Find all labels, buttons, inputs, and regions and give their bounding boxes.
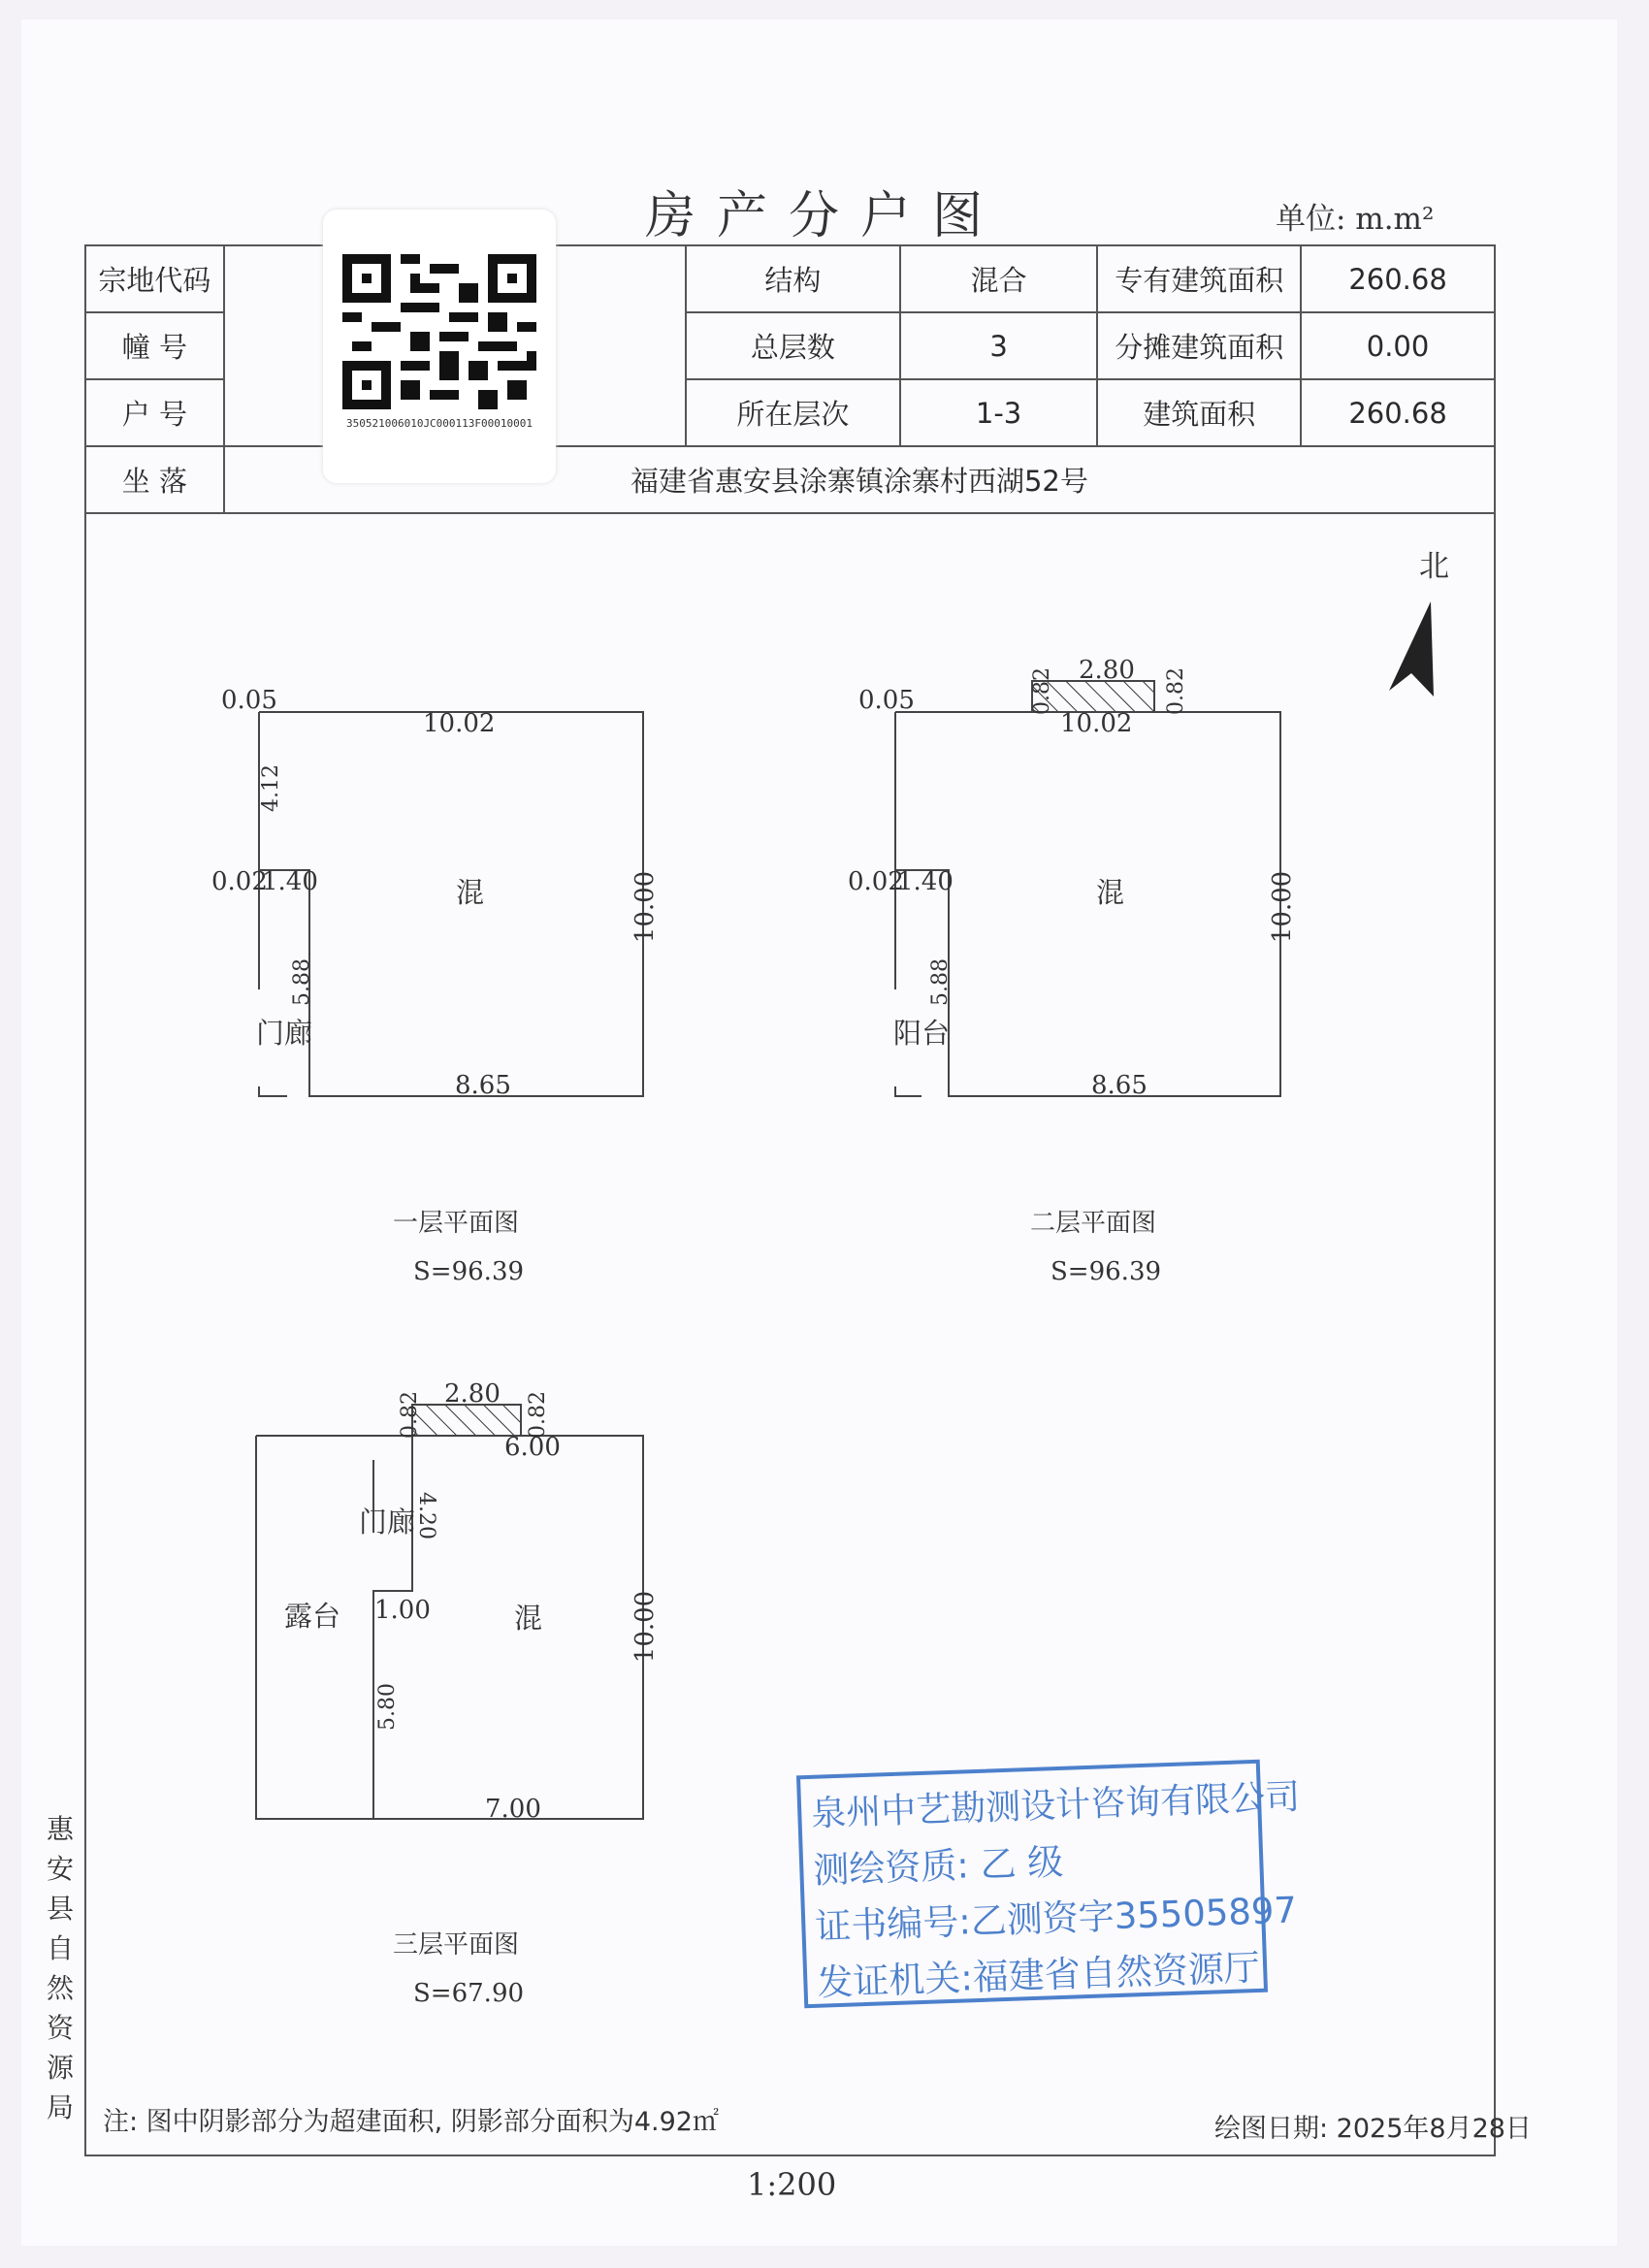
floor3-dim-inner-upper: 4.20 — [413, 1492, 438, 1539]
private-area-value: 260.68 — [1301, 245, 1495, 312]
floor2-hatch-left: 0.82 — [1029, 667, 1054, 715]
floor2-dim-left-lower: 5.88 — [927, 958, 953, 1006]
stamp-certificate: 证书编号:乙测资字35505897 — [814, 1889, 1298, 1948]
floor3-inner-wall — [373, 1436, 412, 1819]
parcel-code-label: 宗地代码 — [85, 245, 224, 312]
floor1-outline — [259, 712, 643, 1096]
floor3-hatch — [412, 1405, 521, 1436]
floor3-dim-right: 10.00 — [630, 1590, 661, 1664]
side-char: 资 — [46, 2012, 74, 2044]
side-char: 县 — [46, 1893, 74, 1925]
floor3-name: 三层平面图 — [393, 1930, 520, 1960]
floor2-corner-top: 0.05 — [858, 686, 915, 715]
floor3-hatch-width: 2.80 — [444, 1379, 501, 1409]
floor3-dim-inner-lower: 5.80 — [374, 1683, 400, 1731]
floor2-area: S=96.39 — [1051, 1257, 1162, 1286]
side-char: 惠 — [46, 1813, 74, 1845]
side-char: 自 — [46, 1932, 74, 1964]
floor3-dim-top: 6.00 — [504, 1433, 561, 1462]
floor2-hatch-right: 0.82 — [1163, 667, 1188, 715]
floors-value: 3 — [900, 312, 1098, 379]
floor1-dim-left-upper: 4.12 — [258, 764, 283, 812]
drawing-date: 绘图日期: 2025年8月28日 — [1214, 2114, 1532, 2144]
floor1-material: 混 — [456, 876, 485, 909]
floors-label: 总层数 — [686, 312, 900, 379]
floor3-material: 混 — [514, 1602, 543, 1635]
total-area-value: 260.68 — [1301, 379, 1495, 446]
floor1-dim-top: 10.02 — [423, 709, 496, 738]
floor-range-value: 1-3 — [900, 379, 1098, 446]
floor3-area: S=67.90 — [413, 1979, 525, 2008]
scale-label: 1:200 — [747, 2166, 837, 2203]
floor2-material: 混 — [1096, 876, 1125, 909]
floor1-dim-step: 1.40 — [262, 867, 318, 896]
north-arrow-icon — [1389, 601, 1434, 697]
floor1-corner-top: 0.05 — [221, 686, 277, 715]
shared-area-label: 分摊建筑面积 — [1097, 312, 1301, 379]
unit-label: 单位: m.m² — [1276, 202, 1435, 237]
surveyor-stamp — [796, 1760, 1301, 2009]
footer-note: 注: 图中阴影部分为超建面积, 阴影部分面积为4.92㎡ — [103, 2107, 719, 2137]
floor1-dim-bottom: 8.65 — [455, 1071, 511, 1100]
stamp-issuer: 发证机关:福建省自然资源厅 — [816, 1946, 1261, 2004]
floor3-dim-step: 1.00 — [374, 1596, 431, 1625]
floor2-dim-right: 10.00 — [1268, 870, 1298, 944]
structure-label: 结构 — [686, 245, 900, 312]
floor1-dim-right: 10.00 — [630, 870, 661, 944]
unit-no-label: 户 号 — [85, 379, 224, 446]
side-authority-label — [44, 1809, 77, 2127]
stamp-company: 泉州中艺勘测设计咨询有限公司 — [810, 1777, 1301, 1834]
floor3-terrace-label: 露台 — [284, 1600, 341, 1633]
location-label: 坐 落 — [85, 446, 224, 513]
floor1-name: 一层平面图 — [393, 1209, 520, 1238]
north-label: 北 — [1419, 549, 1449, 584]
floor2-dim-bottom: 8.65 — [1091, 1071, 1148, 1100]
floor1-corner-mid: 0.02 — [211, 867, 268, 896]
floor2-balcony-line — [895, 870, 922, 1096]
building-label: 幢 号 — [85, 312, 224, 379]
location-value: 福建省惠安县涂寨镇涂寨村西湖52号 — [224, 446, 1495, 513]
floor2-hatch-width: 2.80 — [1079, 656, 1135, 685]
floor-range-label: 所在层次 — [686, 379, 900, 446]
side-char: 局 — [46, 2091, 74, 2123]
floor2-outline — [895, 712, 1280, 1096]
floor3-dim-bottom: 7.00 — [485, 1795, 541, 1824]
floor1-dim-left-lower: 5.88 — [289, 958, 314, 1006]
side-char: 安 — [46, 1853, 74, 1885]
document-title: 房产分户图 — [644, 187, 1004, 245]
floor3-hatch-left: 0.82 — [397, 1391, 422, 1439]
floor2-balcony-label: 阳台 — [893, 1017, 951, 1050]
floor2-dim-top: 10.02 — [1060, 709, 1133, 738]
shared-area-value: 0.00 — [1301, 312, 1495, 379]
structure-value: 混合 — [900, 245, 1098, 312]
floor2-name: 二层平面图 — [1030, 1209, 1157, 1238]
floor2-corner-mid: 0.02 — [848, 867, 904, 896]
floor3-porch-label: 门廊 — [359, 1506, 416, 1539]
side-char: 源 — [46, 2052, 74, 2084]
stamp-qualification: 测绘资质: 乙 级 — [812, 1840, 1064, 1892]
floor1-porch-label: 门廊 — [256, 1017, 313, 1050]
private-area-label: 专有建筑面积 — [1097, 245, 1301, 312]
floor2-dim-step: 1.40 — [897, 867, 954, 896]
total-area-label: 建筑面积 — [1097, 379, 1301, 446]
floor1-area: S=96.39 — [413, 1257, 525, 1286]
qr-code-number: 350521006010JC000113F00010001 — [345, 417, 534, 430]
side-char: 然 — [46, 1972, 74, 2004]
floor3-hatch-right: 0.82 — [525, 1391, 550, 1439]
